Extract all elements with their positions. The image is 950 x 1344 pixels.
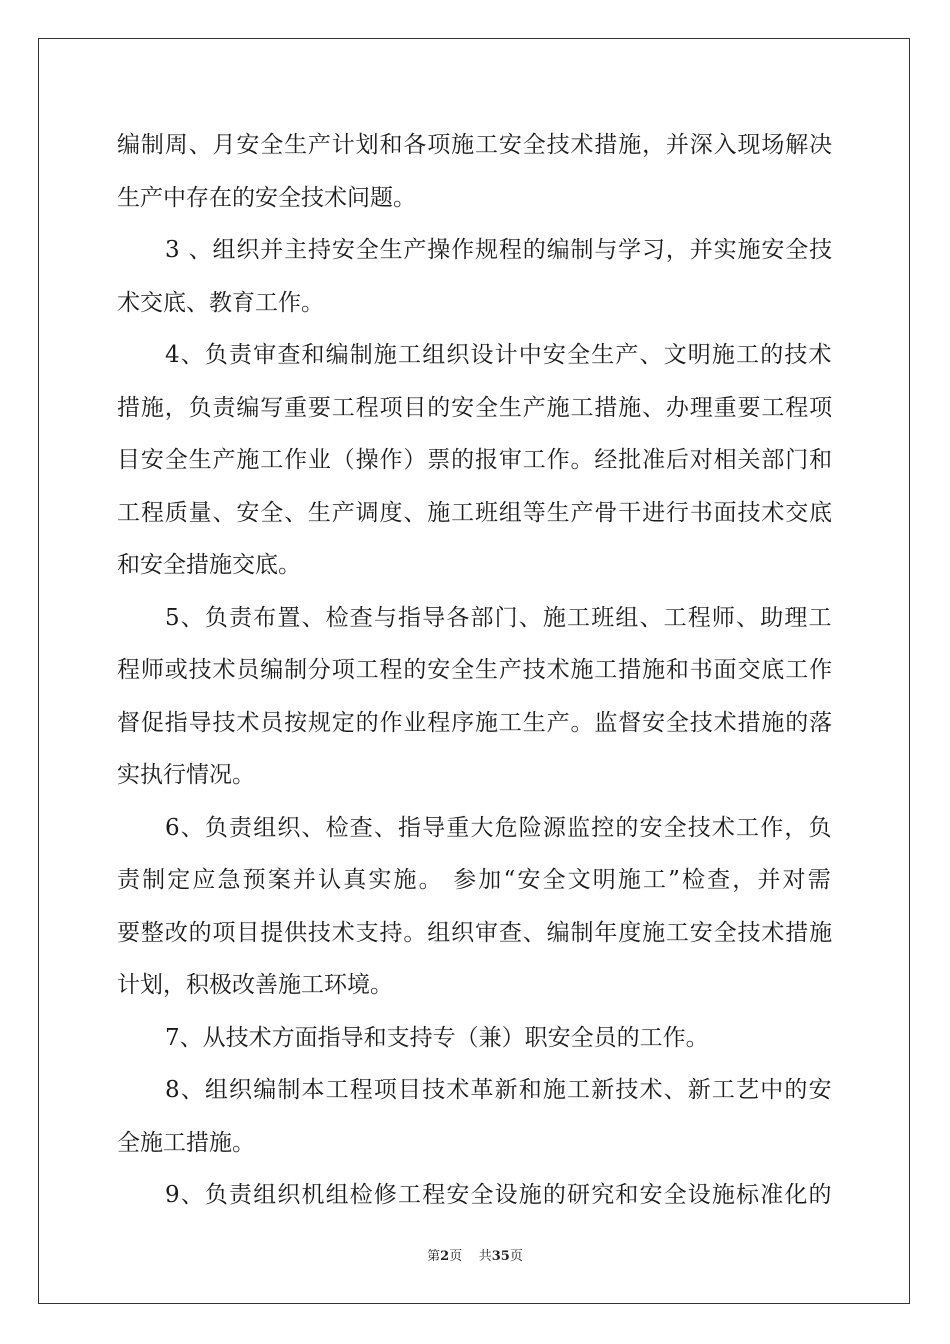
text-line: 计划，积极改善施工环境。 <box>117 972 393 998</box>
text-line: 9、负责组织机组检修工程安全设施的研究和安全设施标准化的 <box>165 1182 833 1208</box>
page-footer <box>0 1248 950 1266</box>
text-line: 生产中存在的安全技术问题。 <box>117 184 416 211</box>
text-line: 目安全生产施工作业（操作）票的报审工作。经批准后对相关部门和 <box>117 447 833 473</box>
text-line: 全施工措施。 <box>117 1129 255 1156</box>
page-number-suffix: 页 <box>449 1249 463 1264</box>
total-pages: 35 <box>491 1249 510 1264</box>
text-line: 措施，负责编写重要工程项目的安全生产施工措施、办理重要工程项 <box>117 394 833 421</box>
text-line: 工程质量、安全、生产调度、施工班组等生产骨干进行书面技术交底 <box>117 499 833 526</box>
text-line: 4、负责审查和编制施工组织设计中安全生产、文明施工的技术 <box>165 342 833 368</box>
text-line: 8、组织编制本工程项目技术革新和施工新技术、新工艺中的安 <box>165 1077 833 1103</box>
text-line: 3 、组织并主持安全生产操作规程的编制与学习，并实施安全技 <box>165 237 833 263</box>
total-pages-prefix: 共 <box>478 1249 492 1264</box>
text-line: 实执行情况。 <box>117 762 255 788</box>
text-line: 编制周、月安全生产计划和各项施工安全技术措施，并深入现场解决 <box>117 132 833 158</box>
text-line: 要整改的项目提供技术支持。组织审查、编制年度施工安全技术措施 <box>117 919 833 946</box>
text-line: 程师或技术员编制分项工程的安全生产技术施工措施和书面交底工作 <box>117 657 833 683</box>
text-line: 责制定应急预案并认真实施。 参加“安全文明施工”检查，并对需 <box>117 867 833 893</box>
text-line: 6、负责组织、检查、指导重大危险源监控的安全技术工作，负 <box>165 814 833 841</box>
text-line: 和安全措施交底。 <box>117 552 301 578</box>
text-line: 督促指导技术员按规定的作业程序施工生产。监督安全技术措施的落 <box>117 709 833 736</box>
page-number-prefix: 第 <box>427 1249 441 1264</box>
text-line: 5、负责布置、检查与指导各部门、施工班组、工程师、助理工 <box>165 604 833 631</box>
text-line: 7、从技术方面指导和支持专（兼）职安全员的工作。 <box>165 1024 709 1051</box>
total-pages-suffix: 页 <box>509 1249 523 1264</box>
page-number: 2 <box>440 1249 450 1264</box>
text-line: 术交底、教育工作。 <box>117 289 324 316</box>
